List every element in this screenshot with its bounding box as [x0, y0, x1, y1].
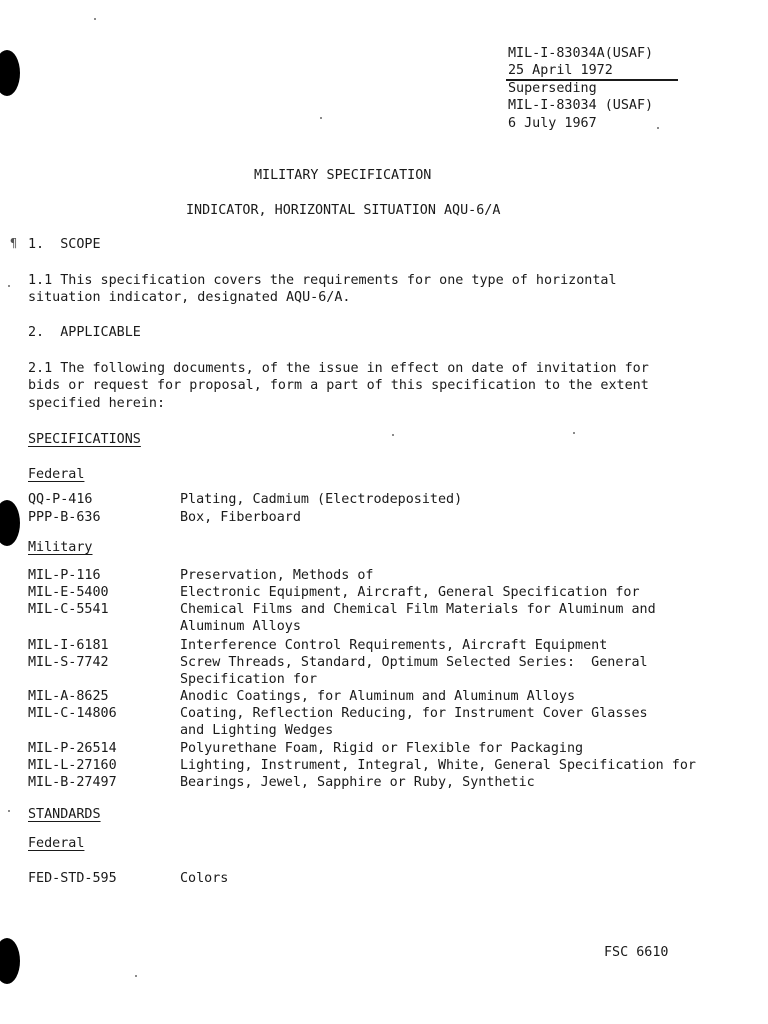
- superseded-designation: MIL-I-83034 (USAF): [508, 98, 654, 113]
- spec-description: Chemical Films and Chemical Film Materials for Aluminum and: [180, 602, 656, 617]
- spec-code: MIL-C-5541: [28, 602, 109, 617]
- military-specs-heading: Military: [28, 540, 93, 555]
- document-subtitle: INDICATOR, HORIZONTAL SITUATION AQU-6/A: [186, 203, 501, 218]
- spec-code: MIL-C-14806: [28, 706, 117, 721]
- scan-speck: [8, 285, 10, 287]
- federal-specs-heading: Federal: [28, 467, 85, 482]
- spec-description: Coating, Reflection Reducing, for Instrument Cover Glasses: [180, 706, 648, 721]
- spec-description: Electronic Equipment, Aircraft, General Specification for: [180, 585, 640, 600]
- spec-description: Anodic Coatings, for Aluminum and Aluminum Alloys: [180, 689, 576, 704]
- specifications-heading: SPECIFICATIONS: [28, 432, 141, 447]
- standards-heading: STANDARDS: [28, 807, 101, 822]
- spec-code: MIL-S-7742: [28, 655, 109, 670]
- spec-description-continued: Aluminum Alloys: [180, 619, 301, 634]
- scan-speck: [320, 117, 322, 119]
- spec-description-continued: and Lighting Wedges: [180, 723, 334, 738]
- standard-code: FED-STD-595: [28, 871, 117, 886]
- applicable-paragraph-line-3: specified herein:: [28, 396, 166, 411]
- superseded-date: 6 July 1967: [508, 116, 597, 131]
- punch-hole-middle: [0, 500, 20, 546]
- spec-code: MIL-A-8625: [28, 689, 109, 704]
- scan-speck: [573, 432, 575, 434]
- spec-code: MIL-P-116: [28, 568, 101, 583]
- document-title: MILITARY SPECIFICATION: [254, 168, 432, 183]
- spec-description: Screw Threads, Standard, Optimum Selected Series: General: [180, 655, 648, 670]
- spec-description: Preservation, Methods of: [180, 568, 374, 583]
- spec-designation: MIL-I-83034A(USAF): [508, 46, 654, 61]
- scope-heading: 1. SCOPE: [28, 237, 101, 252]
- spec-code: PPP-B-636: [28, 510, 101, 525]
- margin-mark: ¶: [10, 236, 18, 250]
- punch-hole-bottom: [0, 938, 20, 984]
- superseding-label: Superseding: [508, 81, 597, 96]
- spec-code: MIL-I-6181: [28, 638, 109, 653]
- spec-description: Polyurethane Foam, Rigid or Flexible for Packaging: [180, 741, 584, 756]
- spec-code: MIL-B-27497: [28, 775, 117, 790]
- spec-code: MIL-L-27160: [28, 758, 117, 773]
- scan-speck: [8, 810, 10, 812]
- spec-description: Lighting, Instrument, Integral, White, General Specification for: [180, 758, 696, 773]
- scan-speck: [392, 434, 394, 436]
- spec-code: MIL-P-26514: [28, 741, 117, 756]
- scope-paragraph-line-2: situation indicator, designated AQU-6/A.: [28, 290, 351, 305]
- scope-paragraph-line-1: 1.1 This specification covers the requirements for one type of horizontal: [28, 273, 617, 288]
- spec-description: Plating, Cadmium (Electrodeposited): [180, 492, 463, 507]
- spec-description: Interference Control Requirements, Aircraft Equipment: [180, 638, 608, 653]
- spec-code: QQ-P-416: [28, 492, 93, 507]
- fsc-code: FSC 6610: [604, 945, 669, 960]
- scan-speck: [94, 18, 96, 20]
- standard-description: Colors: [180, 871, 229, 886]
- applicable-paragraph-line-2: bids or request for proposal, form a part of this specification to the extent: [28, 378, 649, 393]
- scan-speck: [657, 127, 659, 129]
- spec-code: MIL-E-5400: [28, 585, 109, 600]
- spec-description-continued: Specification for: [180, 672, 318, 687]
- scan-speck: [135, 975, 137, 977]
- applicable-heading: 2. APPLICABLE: [28, 325, 141, 340]
- spec-description: Box, Fiberboard: [180, 510, 301, 525]
- spec-description: Bearings, Jewel, Sapphire or Ruby, Synthetic: [180, 775, 535, 790]
- applicable-paragraph-line-1: 2.1 The following documents, of the issue in effect on date of invitation for: [28, 361, 649, 376]
- federal-standards-heading: Federal: [28, 836, 85, 851]
- punch-hole-top: [0, 50, 20, 96]
- spec-date: 25 April 1972: [508, 63, 613, 78]
